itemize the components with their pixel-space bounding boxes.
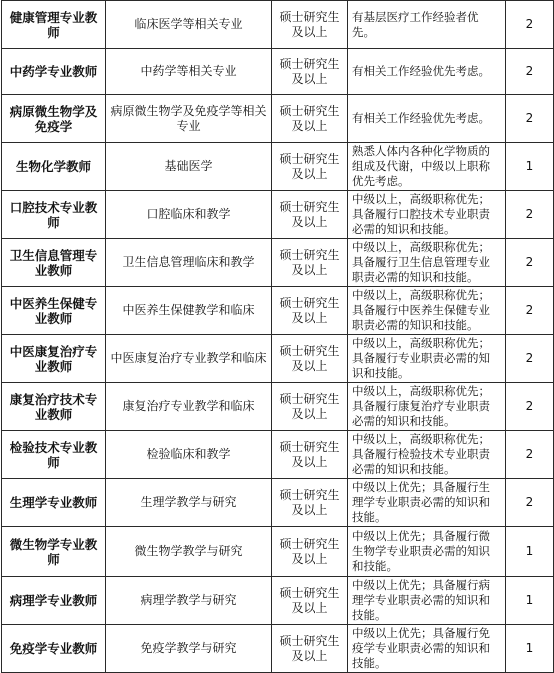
education-requirement: 硕士研究生及以上 bbox=[272, 527, 348, 577]
other-requirements: 中级以上，高级职称优先；具备履行专业职责必需的知识和技能。 bbox=[348, 335, 506, 383]
table-row bbox=[2, 431, 554, 479]
recruitment-table bbox=[1, 0, 554, 673]
position-title: 微生物学专业教师 bbox=[2, 527, 106, 577]
hiring-count: 2 bbox=[506, 49, 554, 95]
major-requirement: 中药学等相关专业 bbox=[106, 49, 272, 95]
other-requirements: 中级以上，高级职称优先；具备履行检验技术专业职责必需的知识和技能。 bbox=[348, 431, 506, 479]
hiring-count: 2 bbox=[506, 479, 554, 527]
education-requirement: 硕士研究生及以上 bbox=[272, 383, 348, 431]
education-requirement: 硕士研究生及以上 bbox=[272, 625, 348, 673]
position-title: 中医康复治疗专业教师 bbox=[2, 335, 106, 383]
table-row bbox=[2, 335, 554, 383]
position-title: 口腔技术专业教师 bbox=[2, 191, 106, 239]
hiring-count: 2 bbox=[506, 239, 554, 287]
hiring-count: 2 bbox=[506, 431, 554, 479]
position-title: 卫生信息管理专业教师 bbox=[2, 239, 106, 287]
table-row bbox=[2, 239, 554, 287]
table-row bbox=[2, 383, 554, 431]
position-title: 康复治疗技术专业教师 bbox=[2, 383, 106, 431]
position-title: 中药学专业教师 bbox=[2, 49, 106, 95]
table-row bbox=[2, 625, 554, 673]
major-requirement: 口腔临床和教学 bbox=[106, 191, 272, 239]
other-requirements: 中级以上优先；具备履行生理学专业职责必需的知识和技能。 bbox=[348, 479, 506, 527]
other-requirements: 中级以上优先；具备履行免疫学专业职责必需的知识和技能。 bbox=[348, 625, 506, 673]
other-requirements: 中级以上，高级职称优先；具备履行康复治疗专业职责必需的知识和技能。 bbox=[348, 383, 506, 431]
position-title: 健康管理专业教师 bbox=[2, 1, 106, 49]
major-requirement: 病理学教学与研究 bbox=[106, 577, 272, 625]
table-row bbox=[2, 191, 554, 239]
table-row bbox=[2, 1, 554, 49]
position-title: 中医养生保健专业教师 bbox=[2, 287, 106, 335]
other-requirements: 有相关工作经验优先考虑。 bbox=[348, 49, 506, 95]
major-requirement: 免疫学教学与研究 bbox=[106, 625, 272, 673]
hiring-count: 1 bbox=[506, 527, 554, 577]
other-requirements: 有相关工作经验优先考虑。 bbox=[348, 95, 506, 143]
education-requirement: 硕士研究生及以上 bbox=[272, 95, 348, 143]
major-requirement: 微生物学教学与研究 bbox=[106, 527, 272, 577]
education-requirement: 硕士研究生及以上 bbox=[272, 143, 348, 191]
position-title: 生理学专业教师 bbox=[2, 479, 106, 527]
hiring-count: 1 bbox=[506, 143, 554, 191]
hiring-count: 2 bbox=[506, 383, 554, 431]
other-requirements: 中级以上，高级职称优先；具备履行口腔技术专业职责必需的知识和技能。 bbox=[348, 191, 506, 239]
education-requirement: 硕士研究生及以上 bbox=[272, 1, 348, 49]
hiring-count: 2 bbox=[506, 95, 554, 143]
major-requirement: 康复治疗专业教学和临床 bbox=[106, 383, 272, 431]
education-requirement: 硕士研究生及以上 bbox=[272, 479, 348, 527]
position-title: 病原微生物学及免疫学 bbox=[2, 95, 106, 143]
position-title: 病理学专业教师 bbox=[2, 577, 106, 625]
hiring-count: 2 bbox=[506, 191, 554, 239]
education-requirement: 硕士研究生及以上 bbox=[272, 577, 348, 625]
other-requirements: 有基层医疗工作经验者优先。 bbox=[348, 1, 506, 49]
recruitment-table-body bbox=[2, 1, 554, 673]
table-row bbox=[2, 479, 554, 527]
education-requirement: 硕士研究生及以上 bbox=[272, 191, 348, 239]
hiring-count: 2 bbox=[506, 1, 554, 49]
education-requirement: 硕士研究生及以上 bbox=[272, 335, 348, 383]
other-requirements: 中级以上优先；具备履行微生物学专业职责必需的知识和技能。 bbox=[348, 527, 506, 577]
table-row bbox=[2, 527, 554, 577]
hiring-count: 2 bbox=[506, 335, 554, 383]
table-row bbox=[2, 49, 554, 95]
table-row bbox=[2, 143, 554, 191]
other-requirements: 中级以上，高级职称优先；具备履行中医养生保健专业职责必需的知识和技能。 bbox=[348, 287, 506, 335]
other-requirements: 中级以上，高级职称优先；具备履行卫生信息管理专业职责必需的知识和技能。 bbox=[348, 239, 506, 287]
major-requirement: 卫生信息管理临床和教学 bbox=[106, 239, 272, 287]
major-requirement: 生理学教学与研究 bbox=[106, 479, 272, 527]
major-requirement: 中医康复治疗专业教学和临床 bbox=[106, 335, 272, 383]
table-row bbox=[2, 95, 554, 143]
position-title: 生物化学教师 bbox=[2, 143, 106, 191]
position-title: 检验技术专业教师 bbox=[2, 431, 106, 479]
table-row bbox=[2, 287, 554, 335]
table-row bbox=[2, 577, 554, 625]
hiring-count: 1 bbox=[506, 577, 554, 625]
other-requirements: 中级以上优先；具备履行病理学专业职责必需的知识和技能。 bbox=[348, 577, 506, 625]
hiring-count: 1 bbox=[506, 625, 554, 673]
major-requirement: 基础医学 bbox=[106, 143, 272, 191]
major-requirement: 临床医学等相关专业 bbox=[106, 1, 272, 49]
hiring-count: 2 bbox=[506, 287, 554, 335]
major-requirement: 中医养生保健教学和临床 bbox=[106, 287, 272, 335]
education-requirement: 硕士研究生及以上 bbox=[272, 239, 348, 287]
major-requirement: 检验临床和教学 bbox=[106, 431, 272, 479]
other-requirements: 熟悉人体内各种化学物质的组成及代谢，中级以上职称优先考虑。 bbox=[348, 143, 506, 191]
position-title: 免疫学专业教师 bbox=[2, 625, 106, 673]
major-requirement: 病原微生物学及免疫学等相关专业 bbox=[106, 95, 272, 143]
education-requirement: 硕士研究生及以上 bbox=[272, 431, 348, 479]
education-requirement: 硕士研究生及以上 bbox=[272, 287, 348, 335]
education-requirement: 硕士研究生及以上 bbox=[272, 49, 348, 95]
